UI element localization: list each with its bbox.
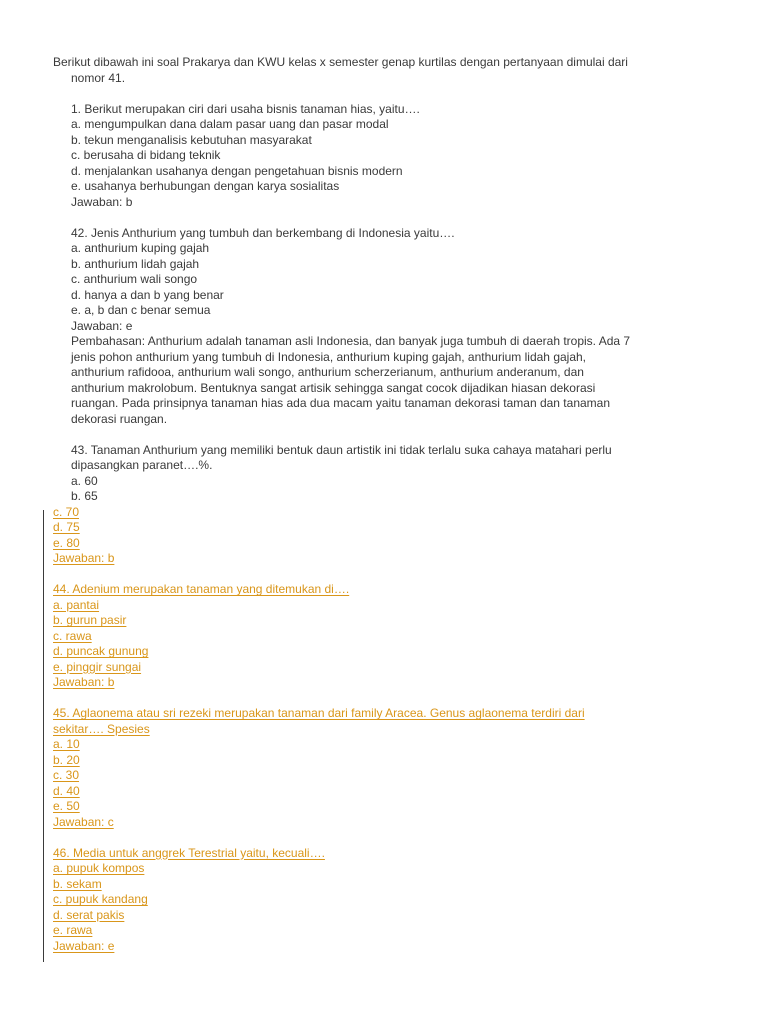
option-c: c. pupuk kandang: [53, 892, 148, 906]
question-text-line-1: 43. Tanaman Anthurium yang memiliki bentuk daun artistik ini tidak terlalu suka cahaya matahari perlu: [71, 442, 612, 457]
answer: Jawaban: e: [53, 938, 115, 953]
option-e-tracked: e. 80: [53, 535, 80, 550]
question-text: 42. Jenis Anthurium yang tumbuh dan berkembang di Indonesia yaitu….: [71, 225, 455, 240]
option-b: b. sekam: [53, 876, 102, 891]
option-d: d. 40: [53, 783, 80, 798]
question-text-line-2: dipasangkan paranet….%.: [71, 458, 213, 472]
option-c: c. anthurium wali songo: [71, 272, 198, 286]
option-a: a. pupuk kompos: [53, 861, 145, 875]
explanation-line: anthurium makrolobum. Bentuknya sangat artisik sehingga sangat cocok dijadikan hiasan dekorasi: [71, 380, 596, 395]
explanation-line: Pembahasan: Anthurium adalah tanaman asli Indonesia, dan banyak juga tumbuh di daerah tropis. Ada 7: [71, 334, 631, 348]
question-text: 46. Media untuk anggrek Terestrial yaitu, kecuali….: [53, 845, 325, 860]
answer: Jawaban: b: [71, 194, 133, 209]
intro-line-2: nomor 41.: [71, 70, 126, 85]
explanation-line: jenis pohon anthurium yang tumbuh di Indonesia, anthurium kuping gajah, anthurium lidah gajah,: [71, 349, 587, 364]
option-e: e. 50: [53, 799, 80, 813]
question-45: [53, 706, 743, 830]
explanation-line: anthurium rafidooa, anthurium wali songo, anthurium scherzerianum, anthurium anderanum, dan: [71, 365, 584, 379]
option-c: c. berusaha di bidang teknik: [71, 148, 221, 162]
answer: Jawaban: b: [53, 675, 115, 689]
option-c: c. 30: [53, 768, 80, 782]
option-a: a. 10: [53, 737, 80, 751]
explanation-line: ruangan. Pada prinsipnya tanaman hias ada dua macam yaitu tanaman dekorasi taman dan tanaman: [71, 396, 611, 410]
question-42: [53, 226, 743, 428]
option-a: a. 60: [71, 473, 98, 488]
intro-line-1: Berikut dibawah ini soal Prakarya dan KWU kelas x semester genap kurtilas dengan pertanyaan dimulai dari: [53, 55, 628, 69]
option-c: c. rawa: [53, 628, 92, 643]
option-b: b. gurun pasir: [53, 613, 127, 627]
document-page: [53, 55, 743, 954]
question-43: [53, 443, 743, 567]
option-d-tracked: d. 75: [53, 520, 80, 534]
option-b: b. 20: [53, 752, 80, 767]
option-e: e. rawa: [53, 923, 93, 937]
answer-tracked: Jawaban: b: [53, 551, 115, 565]
option-d: d. serat pakis: [53, 907, 125, 922]
option-c-tracked: c. 70: [53, 504, 80, 519]
explanation-line: dekorasi ruangan.: [71, 411, 168, 426]
option-e: e. pinggir sungai: [53, 659, 142, 674]
option-e: e. a, b dan c benar semua: [71, 303, 211, 317]
option-b: b. 65: [71, 489, 98, 503]
option-a: a. pantai: [53, 597, 100, 612]
question-41: [53, 102, 743, 211]
answer: Jawaban: c: [53, 814, 114, 829]
option-d: d. hanya a dan b yang benar: [71, 287, 224, 302]
question-text: 44. Adenium merupakan tanaman yang ditemukan di….: [53, 582, 350, 596]
answer: Jawaban: e: [71, 318, 133, 333]
option-a: a. mengumpulkan dana dalam pasar uang dan pasar modal: [71, 117, 389, 131]
option-d: d. puncak gunung: [53, 644, 149, 658]
option-b: b. anthurium lidah gajah: [71, 256, 200, 271]
change-bar: [43, 510, 44, 962]
option-b: b. tekun menganalisis kebutuhan masyarakat: [71, 132, 312, 147]
question-44: [53, 582, 743, 691]
question-46: [53, 846, 743, 955]
option-e: e. usahanya berhubungan dengan karya sosialitas: [71, 179, 340, 193]
question-text-line-2: sekitar…. Spesies: [53, 721, 150, 736]
option-d: d. menjalankan usahanya dengan pengetahuan bisnis modern: [71, 163, 403, 178]
option-a: a. anthurium kuping gajah: [71, 241, 210, 255]
question-text-line-1: 45. Aglaonema atau sri rezeki merupakan tanaman dari family Aracea. Genus aglaonema terdiri dari: [53, 706, 585, 720]
question-text: 1. Berikut merupakan ciri dari usaha bisnis tanaman hias, yaitu….: [71, 101, 420, 116]
